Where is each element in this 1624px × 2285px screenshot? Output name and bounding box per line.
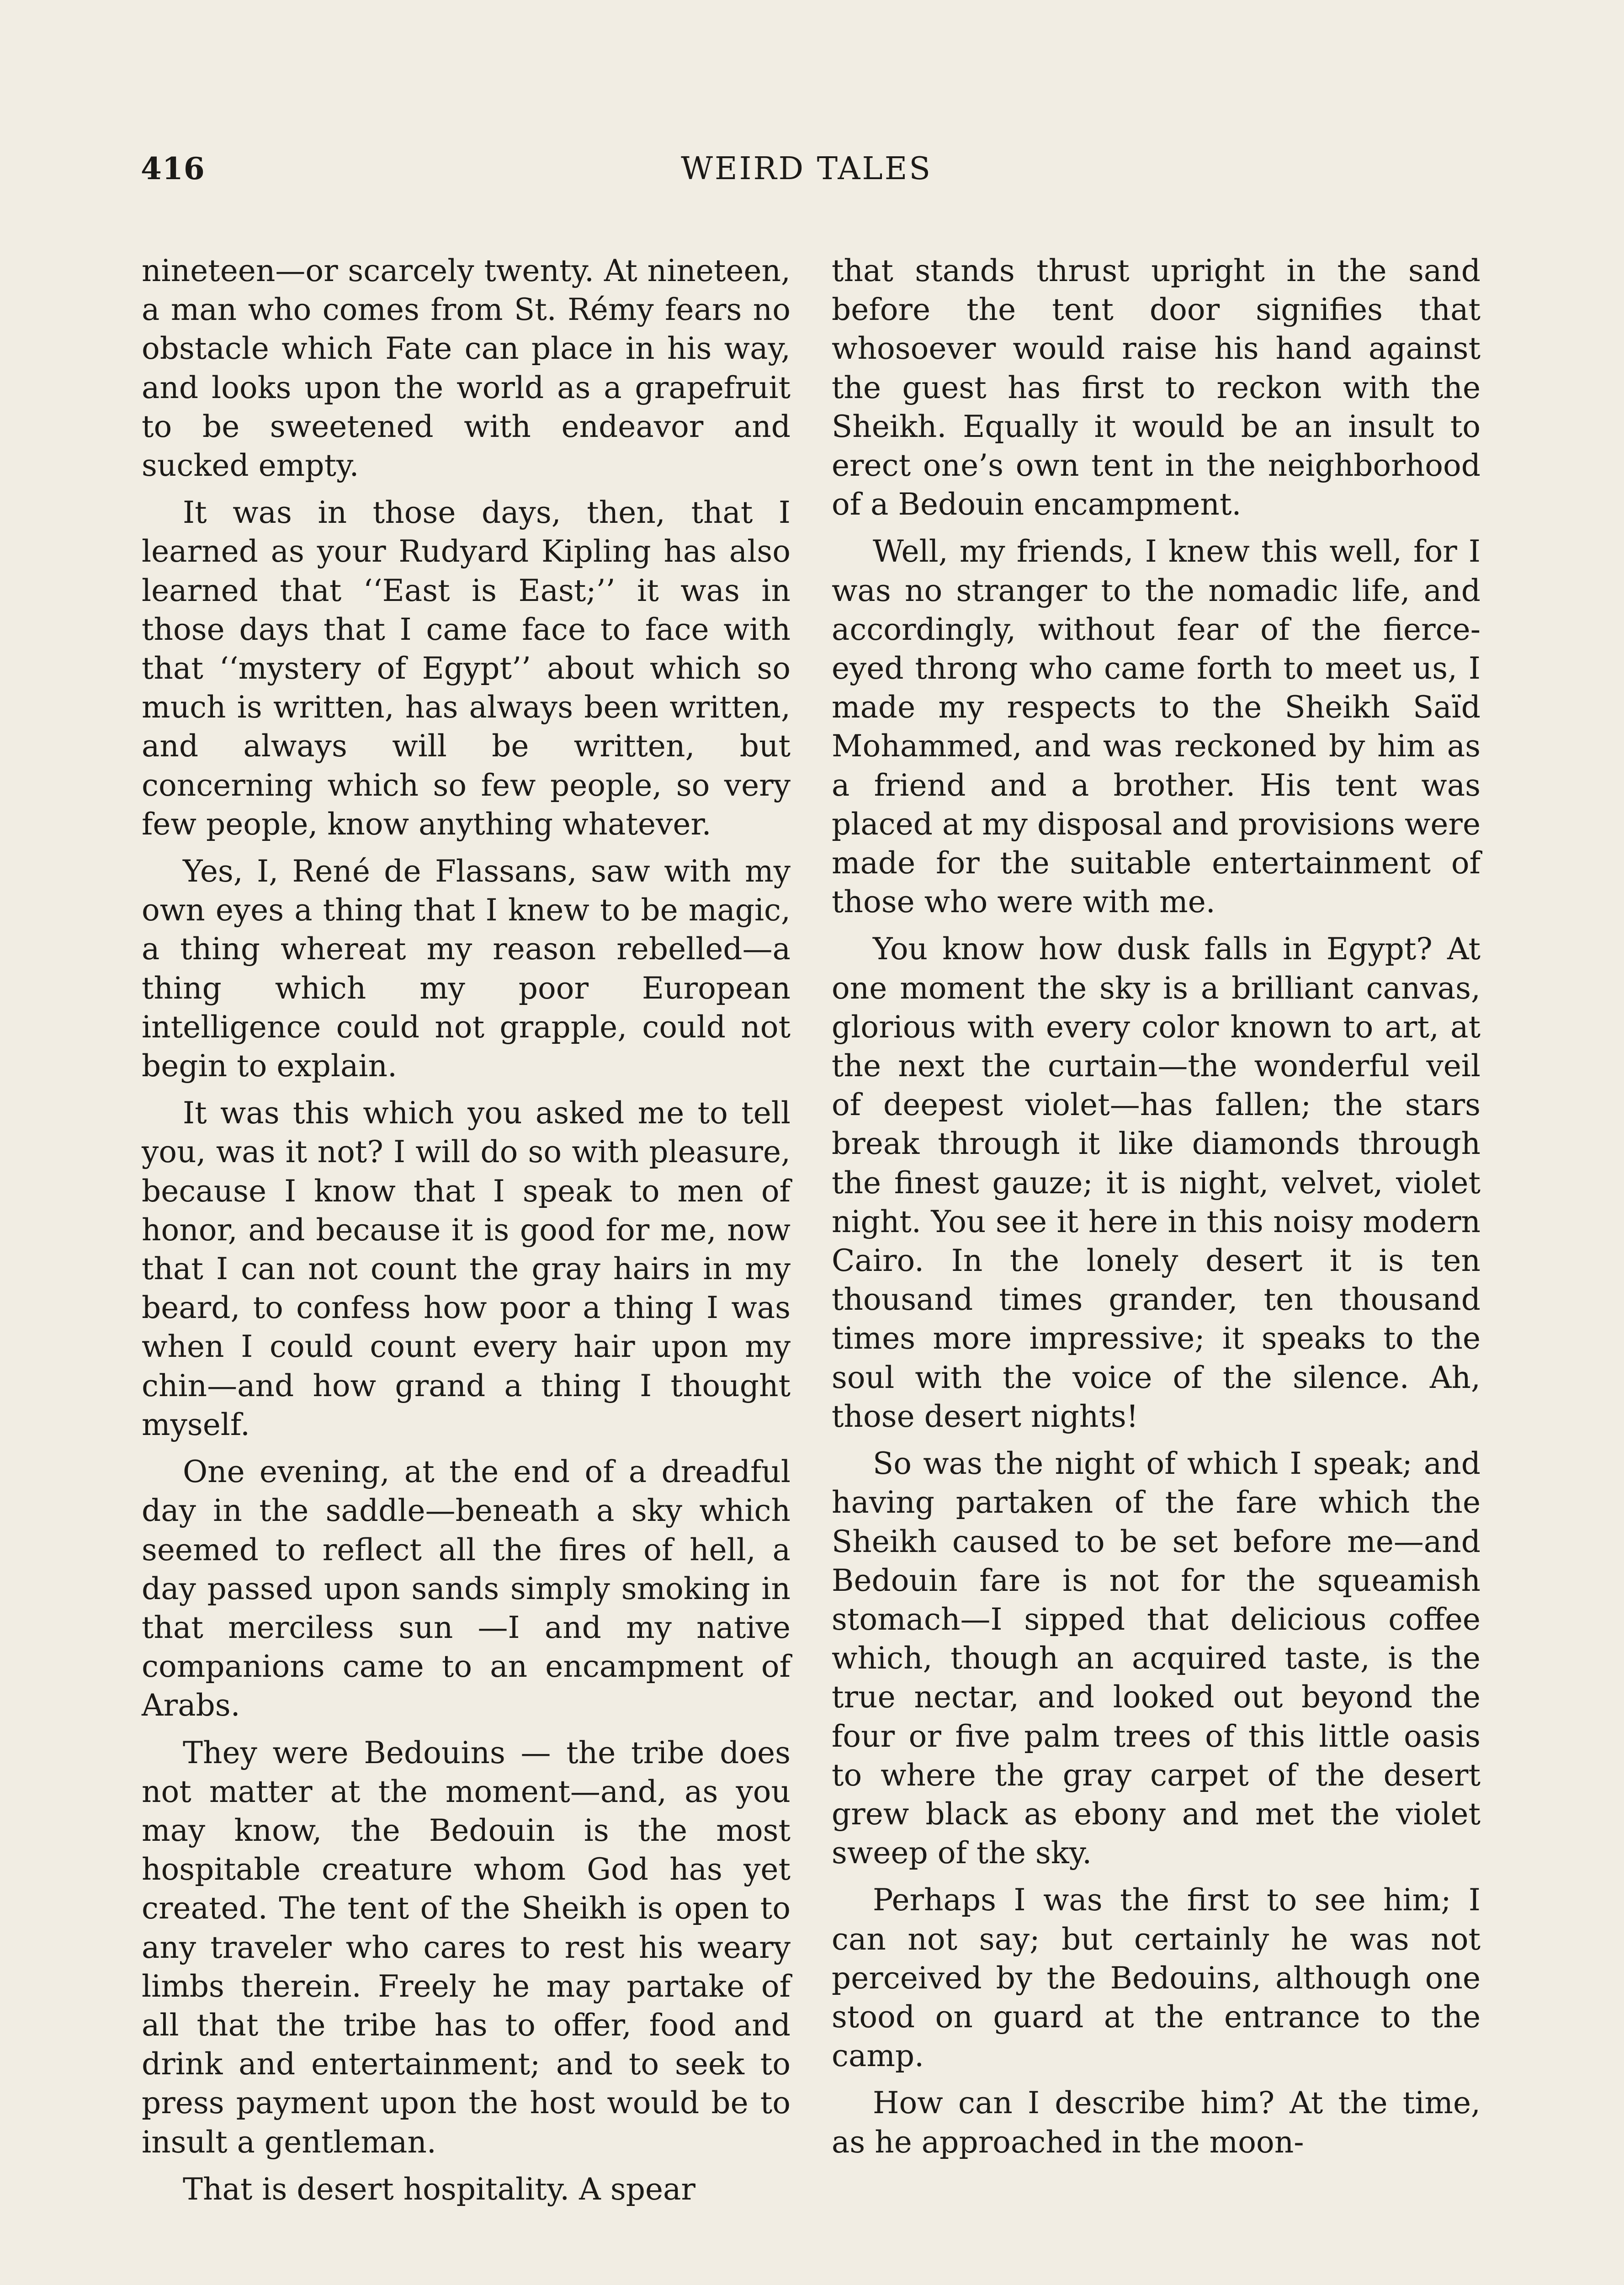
paragraph: It was in those days, then, that I learned as your Rudyard Kipling has also learned that ‘‘East is East;’’ it was in those days that I came face to face with that ‘‘mystery of Egypt’’ about which so much is written, has always been written, and always will be written, but concerning which so few people, so very few people, know anything whatever. (142, 495, 791, 842)
page-number: 416 (141, 151, 205, 186)
paragraph: So was the night of which I speak; and having partaken of the fare which the Sheikh caused to be set before me—and Bedouin fare is not for the squeamish stomach—I sipped that delicious coffee which, though an acquired taste, is the true nectar, and looked out beyond the four or five palm trees of this little oasis to where the gray carpet of the desert grew black as ebony and met the violet sweep of the sky. (832, 1446, 1481, 1871)
running-title: WEIRD TALES (681, 151, 932, 187)
paragraph: Perhaps I was the first to see him; I can not say; but certainly he was not perceived by the Bedouins, although one stood on guard at the entrance to the camp. (832, 1882, 1481, 2074)
right-column (832, 251, 1481, 2170)
paragraph: Well, my friends, I knew this well, for I was no stranger to the nomadic life, and accordingly, without fear of the fierce-eyed throng who came forth to meet us, I made my respects to the Sheikh Saïd Mohammed, and was reckoned by him as a friend and a brother. His tent was placed at my disposal and provisions were made for the suitable entertainment of those who were with me. (832, 534, 1481, 920)
paragraph: That is desert hospitality. A spear (183, 2171, 695, 2207)
page-header (137, 151, 1476, 201)
paragraph: that stands thrust upright in the sand before the tent door signifies that whosoever would raise his hand against the guest has first to reckon with the Sheikh. Equally it would be an insult to erect one’s own tent in the neighborhood of a Bedouin encampment. (832, 253, 1481, 522)
paragraph: How can I describe him? At the time, as he approached in the moon- (832, 2085, 1481, 2160)
paragraph: Yes, I, René de Flassans, saw with my own eyes a thing that I knew to be magic, a thing whereat my reason rebelled—a thing which my poor European intelligence could not grapple, could not begin to explain. (142, 854, 791, 1084)
paragraph: They were Bedouins — the tribe does not matter at the moment—and, as you may know, the Bedouin is the most hospitable creature whom God has yet created. The tent of the Sheikh is open to any traveler who cares to rest his weary limbs therein. Freely he may partake of all that the tribe has to offer, food and drink and entertainment; and to seek to press payment upon the host would be to insult a gentleman. (142, 1735, 791, 2160)
paragraph: You know how dusk falls in Egypt? At one moment the sky is a brilliant canvas, glorious with every color known to art, at the next the curtain—the wonderful veil of deepest violet—has fallen; the stars break through it like diamonds through the finest gauze; it is night, velvet, violet night. You see it here in this noisy modern Cairo. In the lonely desert it is ten thousand times grander, ten thousand times more impressive; it speaks to the soul with the voice of the silence. Ah, those desert nights! (832, 931, 1481, 1434)
paragraph: It was this which you asked me to tell you, was it not? I will do so with pleasure, because I know that I speak to men of honor, and because it is good for me, now that I can not count the gray hairs in my beard, to confess how poor a thing I was when I could count every hair upon my chin—and how grand a thing I thought myself. (142, 1095, 791, 1442)
paragraph: One evening, at the end of a dreadful day in the saddle—beneath a sky which seemed to reflect all the fires of hell, a day passed upon sands simply smoking in that merciless sun —I and my native companions came to an encampment of Arabs. (142, 1454, 791, 1723)
left-column (142, 251, 791, 2217)
paragraph: nineteen—or scarcely twenty. At nineteen, a man who comes from St. Rémy fears no obstacle which Fate can place in his way, and looks upon the world as a grapefruit to be sweetened with endeavor and sucked empty. (142, 253, 791, 484)
